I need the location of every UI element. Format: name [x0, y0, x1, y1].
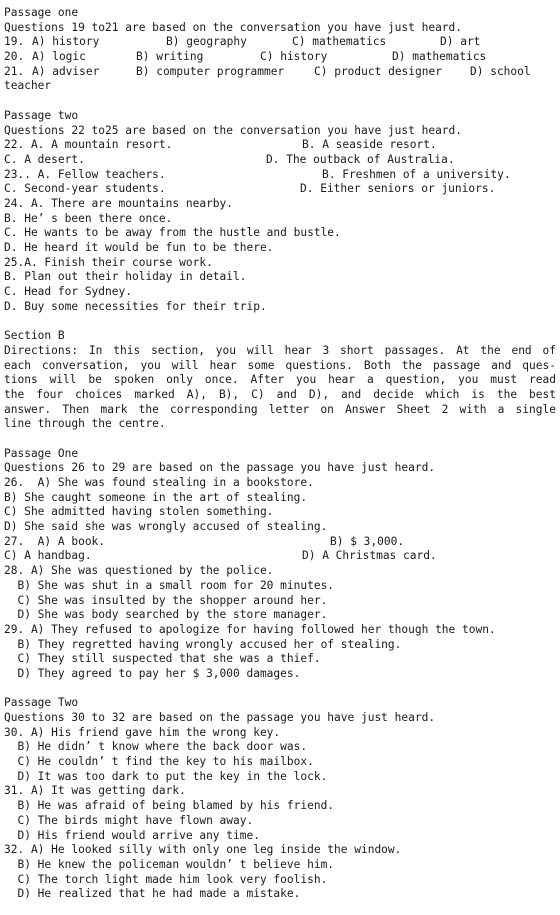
question-23-row-1	[4, 168, 556, 183]
question-22-row-1	[4, 138, 556, 153]
directions-line: line through the centre.	[4, 417, 166, 431]
option-c: C) mathematics	[292, 35, 387, 49]
question-32-option-d: D) He realized that he had made a mistake.	[4, 887, 301, 901]
option-b: B) writing	[136, 50, 204, 64]
option-b: B) computer programmer	[136, 64, 285, 78]
option-c: C) history	[260, 50, 328, 64]
directions-line: the four choices marked A), B), C) and D), and decide which is the best	[4, 387, 556, 401]
question-24-option-a: 24. A. There are mountains nearby.	[4, 196, 234, 210]
section-b-heading: Section B	[4, 329, 65, 343]
question-21	[4, 65, 556, 80]
option-a: A) adviser	[32, 64, 100, 78]
passage-one-intro: Questions 19 to21 are based on the conversation you have just heard.	[4, 20, 463, 34]
option-a: 23.. A. Fellow teachers.	[4, 167, 166, 181]
question-19	[4, 35, 556, 50]
question-28-option-b: B) She was shut in a small room for 20 minutes.	[4, 578, 335, 592]
option-d-continued: teacher	[4, 79, 52, 93]
question-24-option-b: B. He’ s been there once.	[4, 211, 173, 225]
question-32-option-c: C) The torch light made him look very foolish.	[4, 872, 328, 886]
option-c: C. Second-year students.	[4, 182, 166, 196]
question-24-option-d: D. He heard it would be fun to be there.	[4, 241, 274, 254]
question-32-option-b: B) He knew the policeman wouldn’ t believe him.	[4, 857, 335, 871]
question-27-row-2	[4, 549, 556, 564]
question-32-option-a: 32. A) He looked silly with only one leg inside the window.	[4, 843, 402, 857]
question-number: 21.	[4, 64, 25, 78]
question-29-option-b: B) They regretted having wrongly accused her of stealing.	[4, 637, 402, 651]
option-d: D) A Christmas card.	[302, 549, 437, 563]
directions-line: tions will be spoken only once. After you hear a question, you must read	[4, 373, 556, 387]
question-25-option-c: C. Head for Sydney.	[4, 285, 132, 299]
question-29-option-a: 29. A) They refused to apologize for having followed her though the town.	[4, 622, 496, 636]
question-number: 20.	[4, 50, 25, 64]
question-31-option-d: D) His friend would arrive any time.	[4, 828, 260, 842]
section-b-passage-one-heading: Passage One	[4, 446, 79, 460]
option-b: B. Freshmen of a university.	[322, 167, 511, 181]
question-25-option-d: D. Buy some necessities for their trip.	[4, 299, 267, 313]
question-26-option-c: C) She admitted having stolen something.	[4, 505, 274, 519]
option-d: D. Either seniors or juniors.	[300, 182, 496, 196]
question-30-option-d: D) It was too dark to put the key in the lock.	[4, 769, 328, 783]
directions-line: answer. Then mark the corresponding letter on Answer Sheet 2 with a single	[4, 402, 556, 416]
option-b: B) $ 3,000.	[330, 534, 405, 548]
section-b-passage-two-intro: Questions 30 to 32 are based on the passage you have just heard.	[4, 711, 436, 724]
option-b: B. A seaside resort.	[302, 138, 437, 152]
directions-line: each conversation, you will hear some questions. Both the passage and ques-	[4, 358, 556, 372]
option-a: A) logic	[32, 50, 86, 64]
option-c: C) A handbag.	[4, 549, 92, 563]
question-31-option-c: C) The birds might have flown away.	[4, 813, 254, 827]
question-25-option-a: 25.A. Finish their course work.	[4, 255, 213, 269]
question-30-option-b: B) He didn’ t know where the back door was.	[4, 740, 308, 754]
question-30-option-c: C) He couldn’ t find the key to his mailbox.	[4, 755, 314, 769]
option-a: 22. A. A mountain resort.	[4, 138, 173, 152]
option-d: D) school	[470, 64, 531, 78]
question-25-option-b: B. Plan out their holiday in detail.	[4, 270, 247, 284]
option-d: D) art	[440, 35, 481, 49]
question-number: 19.	[4, 35, 25, 49]
question-28-option-a: 28. A) She was questioned by the police.	[4, 564, 274, 578]
question-27-row-1	[4, 535, 556, 550]
option-a: 27. A) A book.	[4, 534, 106, 548]
directions-line: Directions: In this section, you will hear 3 short passages. At the end of	[4, 343, 556, 357]
option-d: D) mathematics	[392, 50, 487, 64]
option-a: A) history	[32, 35, 100, 49]
section-b-passage-one-intro: Questions 26 to 29 are based on the passage you have just heard.	[4, 461, 436, 475]
option-b: B) geography	[166, 35, 247, 49]
option-c: C) product designer	[314, 64, 442, 78]
question-29-option-d: D) They agreed to pay her $ 3,000 damages.	[4, 666, 301, 680]
question-26-option-a: 26. A) She was found stealing in a bookstore.	[4, 476, 314, 489]
question-23-row-2	[4, 182, 556, 197]
question-20	[4, 50, 556, 65]
question-26-option-d: D) She said she was wrongly accused of stealing.	[4, 520, 328, 534]
question-31-option-b: B) He was afraid of being blamed by his friend.	[4, 799, 335, 813]
option-d: D. The outback of Australia.	[266, 152, 455, 166]
question-24-option-c: C. He wants to be away from the hustle and bustle.	[4, 226, 341, 240]
question-28-option-c: C) She was insulted by the shopper around her.	[4, 593, 328, 607]
passage-two-intro: Questions 22 to25 are based on the conversation you have just heard.	[4, 123, 463, 137]
passage-two-heading: Passage two	[4, 108, 79, 122]
question-22-row-2	[4, 153, 556, 168]
question-30-option-a: 30. A) His friend gave him the wrong key.	[4, 725, 281, 739]
question-29-option-c: C) They still suspected that she was a thief.	[4, 652, 321, 666]
question-26-option-b: B) She caught someone in the art of stealing.	[4, 490, 308, 504]
question-31-option-a: 31. A) It was getting dark.	[4, 784, 186, 798]
passage-one-heading: Passage one	[4, 6, 79, 19]
section-b-passage-two-heading: Passage Two	[4, 696, 79, 710]
option-c: C. A desert.	[4, 152, 85, 166]
question-28-option-d: D) She was body searched by the store manager.	[4, 608, 328, 622]
